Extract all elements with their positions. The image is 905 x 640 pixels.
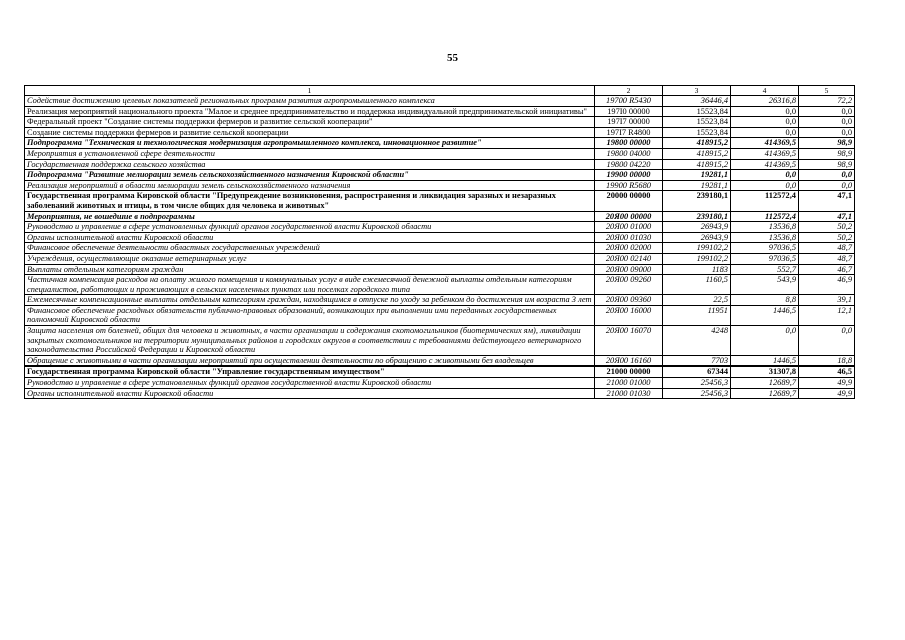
table-row: [25, 275, 855, 295]
row-code-cell: 20Я00 02140: [595, 253, 663, 264]
row-value-col3: 25456,3: [663, 388, 731, 399]
row-value-col5: 0,0: [799, 117, 855, 128]
row-value-col4: 0,0: [731, 170, 799, 181]
header-col-2: 2: [595, 86, 663, 96]
row-value-col4: 12689,7: [731, 378, 799, 389]
table-row: [25, 148, 855, 159]
row-value-col4: 0,0: [731, 127, 799, 138]
row-value-col5: 46,9: [799, 275, 855, 295]
row-value-col3: 22,5: [663, 295, 731, 306]
table-row: [25, 180, 855, 191]
table-row: [25, 117, 855, 128]
row-code-cell: 19800 04220: [595, 159, 663, 170]
row-name-cell: Подпрограмма "Техническая и технологическая модернизация агропромышленного комплекса, инновационное развитие": [25, 138, 595, 149]
row-value-col3: 4248: [663, 326, 731, 356]
row-value-col4: 31307,8: [731, 366, 799, 377]
row-name-cell: Федеральный проект "Создание системы поддержки фермеров и развитие сельской кооперации": [25, 117, 595, 128]
row-name-cell: Органы исполнительной власти Кировской области: [25, 388, 595, 399]
row-value-col4: 8,8: [731, 295, 799, 306]
row-code-cell: 19800 00000: [595, 138, 663, 149]
table-row: [25, 305, 855, 325]
header-col-3: 3: [663, 86, 731, 96]
row-code-cell: 20Я00 01030: [595, 232, 663, 243]
row-name-cell: Государственная программа Кировской области "Управление государственным имуществом": [25, 366, 595, 377]
row-value-col5: 0,0: [799, 170, 855, 181]
row-name-cell: Государственная программа Кировской области "Предупреждение возникновения, распространения и ликвидация заразных и незаразных заболеваний животных и птицы, в том числе общих для человека и животных": [25, 191, 595, 211]
row-name-cell: Финансовое обеспечение деятельности областных государственных учреждений: [25, 243, 595, 254]
row-value-col4: 12689,7: [731, 388, 799, 399]
row-value-col3: 15523,84: [663, 117, 731, 128]
row-value-col4: 414369,5: [731, 138, 799, 149]
header-col-5: 5: [799, 86, 855, 96]
row-code-cell: 20Я00 01000: [595, 222, 663, 233]
table-row: [25, 191, 855, 211]
row-name-cell: Учреждения, осуществляющие оказание ветеринарных услуг: [25, 253, 595, 264]
row-name-cell: Государственная поддержка сельского хозяйства: [25, 159, 595, 170]
table-body: [25, 96, 855, 399]
row-code-cell: 21000 01000: [595, 378, 663, 389]
table-row: [25, 295, 855, 306]
row-value-col3: 199102,2: [663, 253, 731, 264]
row-value-col4: 13536,8: [731, 222, 799, 233]
row-name-cell: Реализация мероприятий в области мелиорации земель сельскохозяйственного назначения: [25, 180, 595, 191]
row-value-col5: 18,8: [799, 355, 855, 366]
row-name-cell: Финансовое обеспечение расходных обязательств публично-правовых образований, возникающих при выполнении ими переданных государственных полномочий Кировской области: [25, 305, 595, 325]
row-value-col5: 0,0: [799, 127, 855, 138]
row-name-cell: Органы исполнительной власти Кировской области: [25, 232, 595, 243]
row-value-col5: 12,1: [799, 305, 855, 325]
table-row: [25, 211, 855, 222]
row-value-col4: 543,9: [731, 275, 799, 295]
row-value-col5: 48,7: [799, 243, 855, 254]
table-row: [25, 366, 855, 377]
row-value-col5: 49,9: [799, 388, 855, 399]
row-value-col4: 26316,8: [731, 96, 799, 107]
header-col-1: 1: [25, 86, 595, 96]
table-row: [25, 96, 855, 107]
row-value-col5: 0,0: [799, 106, 855, 117]
row-value-col3: 26943,9: [663, 232, 731, 243]
table-row: [25, 159, 855, 170]
header-col-4: 4: [731, 86, 799, 96]
row-value-col4: 1446,5: [731, 305, 799, 325]
row-value-col5: 46,7: [799, 264, 855, 275]
row-name-cell: Руководство и управление в сфере установленных функций органов государственной власти Кировской области: [25, 378, 595, 389]
row-code-cell: 20Я00 09260: [595, 275, 663, 295]
row-value-col4: 1446,5: [731, 355, 799, 366]
page-number: 55: [447, 52, 458, 64]
table-row: [25, 264, 855, 275]
row-code-cell: 197I7 R4800: [595, 127, 663, 138]
row-code-cell: 21000 01030: [595, 388, 663, 399]
table-row: [25, 326, 855, 356]
row-value-col3: 19281,1: [663, 180, 731, 191]
row-code-cell: 21000 00000: [595, 366, 663, 377]
row-value-col3: 418915,2: [663, 159, 731, 170]
row-value-col3: 15523,84: [663, 127, 731, 138]
row-value-col5: 47,1: [799, 191, 855, 211]
row-name-cell: Частичная компенсация расходов на оплату жилого помещения и коммунальных услуг в виде ежемесячной денежной выплаты отдельным категориям специалистов, работающих и проживающих в сельских населенных пунктах или поселках городского типа: [25, 275, 595, 295]
row-value-col3: 67344: [663, 366, 731, 377]
row-name-cell: Руководство и управление в сфере установленных функций органов государственной власти Кировской области: [25, 222, 595, 233]
row-value-col4: 0,0: [731, 180, 799, 191]
table-row: [25, 232, 855, 243]
table-row: [25, 127, 855, 138]
row-value-col4: 97036,5: [731, 243, 799, 254]
row-value-col5: 49,9: [799, 378, 855, 389]
row-value-col5: 98,9: [799, 148, 855, 159]
row-value-col3: 19281,1: [663, 170, 731, 181]
row-name-cell: Защита населения от болезней, общих для человека и животных, в части организации и содержания скотомогильников (биотермических ям), ликвидации закрытых скотомогильников на территории муниципальных районов и городских округов в соответствии с требованиями действующего ветеринарного законодательства Российской Федерации и Кировской области: [25, 326, 595, 356]
row-code-cell: 19900 00000: [595, 170, 663, 181]
table-row: [25, 253, 855, 264]
row-value-col5: 98,9: [799, 138, 855, 149]
row-value-col3: 199102,2: [663, 243, 731, 254]
row-value-col3: 239180,1: [663, 211, 731, 222]
row-value-col4: 13536,8: [731, 232, 799, 243]
row-code-cell: 197I7 00000: [595, 117, 663, 128]
row-value-col4: 0,0: [731, 117, 799, 128]
row-value-col4: 414369,5: [731, 148, 799, 159]
row-code-cell: 20Я00 00000: [595, 211, 663, 222]
table-row: [25, 222, 855, 233]
row-code-cell: 20Я00 16070: [595, 326, 663, 356]
row-code-cell: 20Я00 02000: [595, 243, 663, 254]
row-name-cell: Ежемесячные компенсационные выплаты отдельным категориям граждан, находящимся в отпуске по уходу за ребенком до достижения им возраста 3 лет: [25, 295, 595, 306]
table-row: [25, 106, 855, 117]
table-header-row: [25, 86, 855, 96]
row-value-col3: 15523,84: [663, 106, 731, 117]
row-name-cell: Подпрограмма "Развитие мелиорации земель сельскохозяйственного назначения Кировской области": [25, 170, 595, 181]
row-value-col4: 552,7: [731, 264, 799, 275]
row-value-col3: 11951: [663, 305, 731, 325]
row-value-col5: 39,1: [799, 295, 855, 306]
table-row: [25, 243, 855, 254]
row-name-cell: Создание системы поддержки фермеров и развитие сельской кооперации: [25, 127, 595, 138]
row-code-cell: 19900 R5680: [595, 180, 663, 191]
row-value-col3: 26943,9: [663, 222, 731, 233]
row-value-col3: 239180,1: [663, 191, 731, 211]
row-value-col5: 46,5: [799, 366, 855, 377]
row-name-cell: Реализация мероприятий национального проекта "Малое и среднее предпринимательство и поддержка индивидуальной предпринимательской инициативы": [25, 106, 595, 117]
row-value-col4: 112572,4: [731, 191, 799, 211]
row-name-cell: Содействие достижению целевых показателей региональных программ развития агропромышленного комплекса: [25, 96, 595, 107]
table-row: [25, 388, 855, 399]
row-value-col3: 7703: [663, 355, 731, 366]
row-name-cell: Обращение с животными в части организации мероприятий при осуществлении деятельности по обращению с животными без владельцев: [25, 355, 595, 366]
table-row: [25, 138, 855, 149]
row-value-col5: 47,1: [799, 211, 855, 222]
row-value-col5: 50,2: [799, 232, 855, 243]
row-value-col3: 418915,2: [663, 138, 731, 149]
row-value-col4: 414369,5: [731, 159, 799, 170]
row-value-col5: 48,7: [799, 253, 855, 264]
row-value-col3: 36446,4: [663, 96, 731, 107]
table-row: [25, 170, 855, 181]
row-name-cell: Мероприятия в установленной сфере деятельности: [25, 148, 595, 159]
row-code-cell: 20Я00 09000: [595, 264, 663, 275]
row-code-cell: 197I0 00000: [595, 106, 663, 117]
table-row: [25, 355, 855, 366]
table-row: [25, 378, 855, 389]
row-value-col4: 0,0: [731, 326, 799, 356]
row-code-cell: 20Я00 16000: [595, 305, 663, 325]
row-value-col4: 112572,4: [731, 211, 799, 222]
row-code-cell: 20000 00000: [595, 191, 663, 211]
row-value-col5: 50,2: [799, 222, 855, 233]
row-value-col5: 0,0: [799, 180, 855, 191]
row-code-cell: 20Я00 16160: [595, 355, 663, 366]
row-code-cell: 19700 R5430: [595, 96, 663, 107]
row-code-cell: 19800 04000: [595, 148, 663, 159]
row-value-col4: 0,0: [731, 106, 799, 117]
row-value-col4: 97036,5: [731, 253, 799, 264]
row-code-cell: 20Я00 09360: [595, 295, 663, 306]
budget-table: [24, 85, 855, 399]
row-value-col5: 98,9: [799, 159, 855, 170]
row-name-cell: Мероприятия, не вошедшие в подпрограммы: [25, 211, 595, 222]
row-value-col3: 1160,5: [663, 275, 731, 295]
row-value-col3: 418915,2: [663, 148, 731, 159]
row-value-col3: 25456,3: [663, 378, 731, 389]
row-value-col3: 1183: [663, 264, 731, 275]
row-value-col5: 72,2: [799, 96, 855, 107]
row-name-cell: Выплаты отдельным категориям граждан: [25, 264, 595, 275]
row-value-col5: 0,0: [799, 326, 855, 356]
